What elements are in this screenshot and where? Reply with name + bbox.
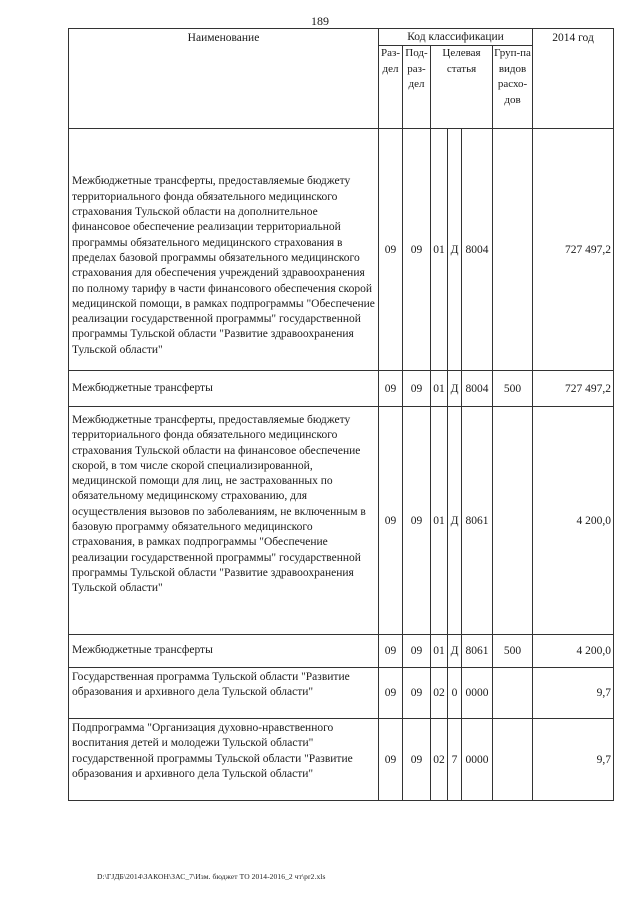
- row-subsection: 09: [403, 719, 431, 801]
- row-expense-group: [493, 407, 533, 635]
- row-subsection: 09: [403, 668, 431, 719]
- row-target-part1: 01: [431, 129, 448, 371]
- row-target-part1: 01: [431, 407, 448, 635]
- row-expense-group: 500: [493, 635, 533, 668]
- row-target-part2: 7: [448, 719, 462, 801]
- file-path-footer: D:\ГЈДБ\2014\ЗАКОН\ЗАС_7\Изм. бюджет ТО 2014-2016_2 чт\pr2.xls: [97, 872, 326, 881]
- row-target-part2: 0: [448, 668, 462, 719]
- row-name: Государственная программа Тульской области "Развитие образования и архивного дела Тульской области": [69, 668, 379, 719]
- header-section: Раз-дел: [379, 46, 403, 129]
- row-target-part3: 0000: [462, 668, 493, 719]
- row-name: Межбюджетные трансферты: [69, 371, 379, 407]
- row-name: Межбюджетные трансферты, предоставляемые бюджету территориального фонда обязательного медицинского страхования Тульской области на дополнительное финансовое обеспечение реализации территориальной программы обязательного медицинского страхования в пределах базовой программы обязательного медицинского страхования для обеспечения учреждений здравоохранения по полному тарифу в части финансового обеспечения скорой медицинской помощи, в рамках подпрограммы "Обеспечение реализации государственной программы" государственной программы Тульской области "Развитие здравоохранения Тульской области": [69, 129, 379, 371]
- row-amount: 4 200,0: [533, 407, 614, 635]
- row-target-part3: 8004: [462, 371, 493, 407]
- row-target-part2: Д: [448, 371, 462, 407]
- row-target-part1: 02: [431, 719, 448, 801]
- row-name: Межбюджетные трансферты: [69, 635, 379, 668]
- budget-table: [68, 28, 614, 801]
- header-expense-group: Груп-па видов расхо-дов: [493, 46, 533, 129]
- row-subsection: 09: [403, 371, 431, 407]
- row-section: 09: [379, 407, 403, 635]
- row-target-part1: 01: [431, 371, 448, 407]
- row-expense-group: 500: [493, 371, 533, 407]
- row-amount: 9,7: [533, 668, 614, 719]
- row-expense-group: [493, 719, 533, 801]
- header-subsection: Под-раз-дел: [403, 46, 431, 129]
- row-target-part1: 02: [431, 668, 448, 719]
- row-subsection: 09: [403, 129, 431, 371]
- header-target-item: Целевая статья: [431, 46, 493, 129]
- row-target-part1: 01: [431, 635, 448, 668]
- row-section: 09: [379, 371, 403, 407]
- row-subsection: 09: [403, 407, 431, 635]
- row-name: Межбюджетные трансферты, предоставляемые бюджету территориального фонда обязательного медицинского страхования Тульской области на финансовое обеспечение скорой, в том числе скорой специализированной, медицинской помощи для лиц, не застрахованных по обязательному медицинскому страхованию, для осуществления вызовов по заболеваниям, не включенным в базовую программу обязательного медицинского страхования, в рамках подпрограммы "Обеспечение реализации государственной программы" государственной программы Тульской области "Развитие здравоохранения Тульской области": [69, 407, 379, 635]
- row-section: 09: [379, 719, 403, 801]
- row-amount: 4 200,0: [533, 635, 614, 668]
- header-name: Наименование: [69, 29, 379, 129]
- row-expense-group: [493, 129, 533, 371]
- row-section: 09: [379, 635, 403, 668]
- row-target-part2: Д: [448, 635, 462, 668]
- header-code-group: Код классификации: [379, 29, 533, 46]
- row-amount: 727 497,2: [533, 129, 614, 371]
- row-expense-group: [493, 668, 533, 719]
- row-target-part3: 0000: [462, 719, 493, 801]
- row-target-part3: 8061: [462, 635, 493, 668]
- row-target-part2: Д: [448, 407, 462, 635]
- row-subsection: 09: [403, 635, 431, 668]
- row-name: Подпрограмма "Организация духовно-нравственного воспитания детей и молодежи Тульской области" государственной программы Тульской области "Развитие образования и архивного дела Тульской области": [69, 719, 379, 801]
- row-target-part2: Д: [448, 129, 462, 371]
- page-number: 189: [311, 14, 329, 28]
- row-section: 09: [379, 129, 403, 371]
- row-amount: 727 497,2: [533, 371, 614, 407]
- row-target-part3: 8061: [462, 407, 493, 635]
- header-year: 2014 год: [533, 29, 614, 129]
- row-amount: 9,7: [533, 719, 614, 801]
- row-section: 09: [379, 668, 403, 719]
- row-target-part3: 8004: [462, 129, 493, 371]
